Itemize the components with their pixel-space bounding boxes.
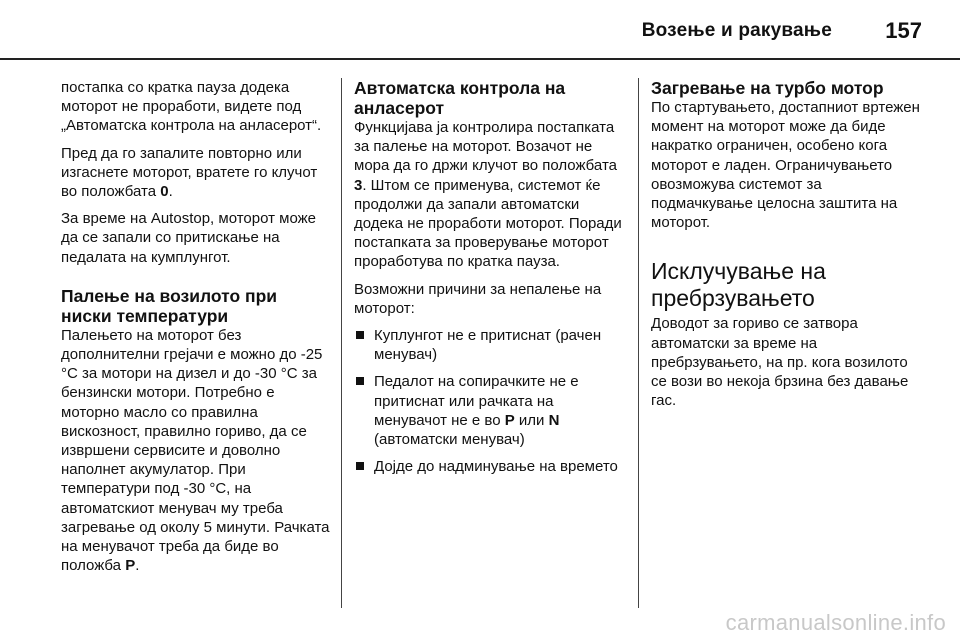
bullet-square-icon: [356, 462, 364, 470]
column-middle: [354, 78, 630, 484]
heading-turbo-warmup: Загревање на турбо мотор: [651, 78, 884, 98]
paragraph: Доводот за гориво се затвора автоматски за време на пребрзувањето, на пр. кога возилото се вози во некоја брзина без давање гас.: [651, 315, 909, 410]
paragraph: По стартувањето, достапниот вртежен момент на моторот може да биде накратко ограничен, особено кога моторот е ладен. Ограничувањето овозможува системот за подмачкување целосна заштита на моторот.: [651, 99, 920, 232]
key-position: 0: [160, 183, 169, 201]
column-left: [61, 78, 331, 583]
column-divider-left: [341, 78, 342, 608]
paragraph: Возможни причини за непалење на моторот:: [354, 280, 602, 317]
paragraph: За време на Autostop, моторот може да се запали со притискање на педалата на кумплунгот.: [61, 210, 317, 266]
header-divider: [0, 58, 960, 60]
page-number: 157: [885, 18, 922, 43]
section-title: Возење и ракување: [641, 20, 832, 41]
list-item: Дојде до надминување на времето: [354, 457, 630, 476]
list-item: Куплунгот не е притиснат (рачен менувач): [354, 326, 630, 364]
heading-cold-start: Палење на возилото при ниски температури: [61, 285, 278, 326]
heading-auto-starter: Автоматска контрола на анласерот: [354, 78, 566, 118]
watermark: carmanualsonline.info: [725, 610, 946, 635]
bullet-square-icon: [356, 377, 364, 385]
paragraph: Пред да го запалите повторно или изгаснете моторот, вратете го клучот во положбата 0.: [61, 144, 318, 201]
gear-position: P: [125, 557, 136, 575]
paragraph: Палењето на моторот без дополнителни грејачи е можно до -25 °C за мотори на дизел и до -30 °C за бензински мотори. Потребно е моторно масло со правилна вискозност, правилно гориво, да се извршени сервисите и доволно наполнет акумулатор. При температури под -30 °C, на автоматскиот менувач му треба загревање од околу 5 минути. Рачката на менувачот треба да биде во положба P.: [61, 326, 330, 575]
column-divider-right: [638, 78, 639, 608]
heading-overrun-cutoff: Исклучување на пребрзувањето: [651, 258, 826, 312]
paragraph: постапка со кратка пауза додека моторот не проработи, видете под „Автоматска контрола на анласерот“.: [61, 79, 322, 135]
bullet-square-icon: [356, 331, 364, 339]
key-position: 3: [354, 176, 363, 194]
page-header: [0, 0, 960, 56]
paragraph: Функцијава ја контролира постапката за палење на моторот. Возачот не мора да го држи клучот во положбата 3. Штом се применува, системот ќе продолжи да запали автоматски додека не проработи моторот. Поради постапката за проверување моторот проработува по кратка пауза.: [354, 119, 622, 271]
list-item: Педалот на сопирачките не е притиснат или рачката на менувачот не е во P или N (автоматски менувач): [354, 372, 630, 449]
bullet-list: [354, 326, 630, 476]
column-right: [651, 78, 923, 418]
